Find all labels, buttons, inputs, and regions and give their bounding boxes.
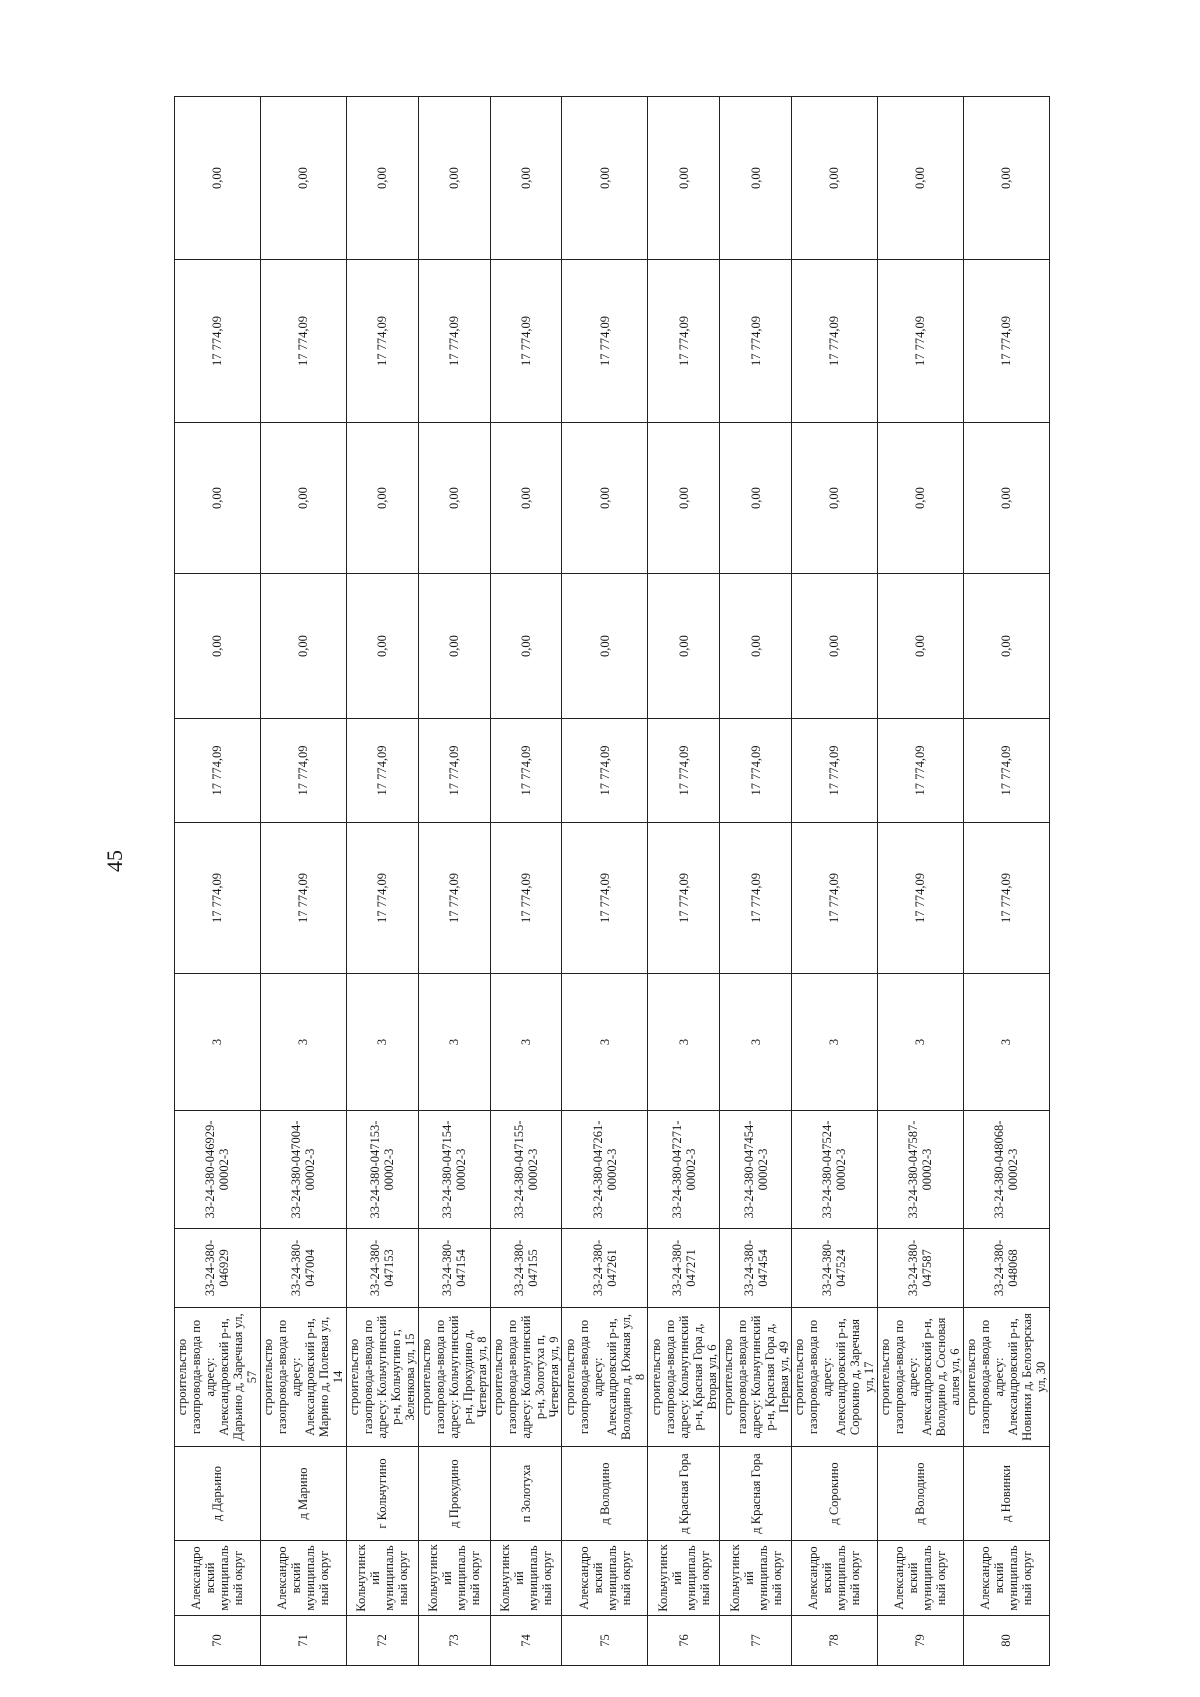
full-code-cell: 33-24-380-047271-00002-3	[648, 1111, 720, 1229]
locality-cell: г Кольчугино	[346, 1447, 418, 1541]
value-3-cell: 0,00	[418, 574, 490, 719]
locality-cell: д Дарьино	[175, 1447, 261, 1541]
table-row	[346, 97, 418, 1666]
value-4-cell: 0,00	[490, 423, 562, 574]
value-3-cell: 0,00	[490, 574, 562, 719]
locality-cell: д Красная Гора	[720, 1447, 792, 1541]
value-4-cell: 0,00	[175, 423, 261, 574]
code-cell: 33-24-380-047261	[562, 1229, 648, 1308]
value-6-cell: 0,00	[418, 97, 490, 260]
table-row	[175, 97, 261, 1666]
row-number: 75	[562, 1616, 648, 1666]
code-cell: 33-24-380-047153	[346, 1229, 418, 1308]
value-2-cell: 17 774,09	[562, 719, 648, 823]
value-6-cell: 0,00	[963, 97, 1049, 260]
locality-cell: д Володино	[877, 1447, 963, 1541]
value-4-cell: 0,00	[562, 423, 648, 574]
row-number: 77	[720, 1616, 792, 1666]
table-row	[490, 97, 562, 1666]
value-1-cell: 17 774,09	[418, 823, 490, 974]
row-number: 78	[791, 1616, 877, 1666]
table-row	[260, 97, 346, 1666]
locality-cell: д Прокудино	[418, 1447, 490, 1541]
type-cell: 3	[562, 974, 648, 1111]
value-5-cell: 17 774,09	[648, 260, 720, 423]
row-number: 73	[418, 1616, 490, 1666]
value-1-cell: 17 774,09	[260, 823, 346, 974]
type-cell: 3	[720, 974, 792, 1111]
value-5-cell: 17 774,09	[791, 260, 877, 423]
value-6-cell: 0,00	[648, 97, 720, 260]
value-3-cell: 0,00	[877, 574, 963, 719]
description-cell: строительство газопровода-ввода по адресу: Александровский р-н, Дарьино д, Заречная ул, 57	[175, 1308, 261, 1447]
value-2-cell: 17 774,09	[877, 719, 963, 823]
value-3-cell: 0,00	[791, 574, 877, 719]
locality-cell: д Новинки	[963, 1447, 1049, 1541]
value-1-cell: 17 774,09	[175, 823, 261, 974]
locality-cell: д Марино	[260, 1447, 346, 1541]
value-6-cell: 0,00	[175, 97, 261, 260]
table-row	[963, 97, 1049, 1666]
type-cell: 3	[490, 974, 562, 1111]
value-6-cell: 0,00	[562, 97, 648, 260]
value-1-cell: 17 774,09	[490, 823, 562, 974]
code-cell: 33-24-380-048068	[963, 1229, 1049, 1308]
value-1-cell: 17 774,09	[562, 823, 648, 974]
district-cell: Кольчугинский муниципальный округ	[418, 1541, 490, 1616]
value-1-cell: 17 774,09	[720, 823, 792, 974]
full-code-cell: 33-24-380-047155-00002-3	[490, 1111, 562, 1229]
value-1-cell: 17 774,09	[877, 823, 963, 974]
description-cell: строительство газопровода-ввода по адресу: Кольчугинский р-н, Красная Гора д, Вторая ул, 6	[648, 1308, 720, 1447]
value-1-cell: 17 774,09	[346, 823, 418, 974]
row-number: 80	[963, 1616, 1049, 1666]
value-4-cell: 0,00	[791, 423, 877, 574]
description-cell: строительство газопровода-ввода по адресу: Кольчугинский р-н, Золотуха п, Четвертая ул, 9	[490, 1308, 562, 1447]
locality-cell: д Красная Гора	[648, 1447, 720, 1541]
full-code-cell: 33-24-380-047524-00002-3	[791, 1111, 877, 1229]
table-row	[418, 97, 490, 1666]
table-row	[648, 97, 720, 1666]
value-1-cell: 17 774,09	[648, 823, 720, 974]
value-3-cell: 0,00	[963, 574, 1049, 719]
value-5-cell: 17 774,09	[346, 260, 418, 423]
type-cell: 3	[791, 974, 877, 1111]
value-6-cell: 0,00	[490, 97, 562, 260]
code-cell: 33-24-380-047004	[260, 1229, 346, 1308]
table-row	[562, 97, 648, 1666]
value-3-cell: 0,00	[260, 574, 346, 719]
description-cell: строительство газопровода-ввода по адресу: Александровский р-н, Сорокино д, Заречная ул, 17	[791, 1308, 877, 1447]
type-cell: 3	[260, 974, 346, 1111]
value-4-cell: 0,00	[963, 423, 1049, 574]
full-code-cell: 33-24-380-047154-00002-3	[418, 1111, 490, 1229]
description-cell: строительство газопровода-ввода по адресу: Александровский р-н, Володино д, Сосновая аллея ул, 6	[877, 1308, 963, 1447]
value-5-cell: 17 774,09	[720, 260, 792, 423]
table-row	[791, 97, 877, 1666]
full-code-cell: 33-24-380-047454-00002-3	[720, 1111, 792, 1229]
row-number: 72	[346, 1616, 418, 1666]
district-cell: Александровский муниципальный округ	[877, 1541, 963, 1616]
value-4-cell: 0,00	[648, 423, 720, 574]
value-3-cell: 0,00	[562, 574, 648, 719]
value-2-cell: 17 774,09	[648, 719, 720, 823]
value-6-cell: 0,00	[260, 97, 346, 260]
value-2-cell: 17 774,09	[720, 719, 792, 823]
value-2-cell: 17 774,09	[175, 719, 261, 823]
description-cell: строительство газопровода-ввода по адресу: Кольчугинский р-н, Кольчугино г, Зеленкова ул, 15	[346, 1308, 418, 1447]
code-cell: 33-24-380-047587	[877, 1229, 963, 1308]
code-cell: 33-24-380-047271	[648, 1229, 720, 1308]
type-cell: 3	[877, 974, 963, 1111]
code-cell: 33-24-380-046929	[175, 1229, 261, 1308]
value-4-cell: 0,00	[877, 423, 963, 574]
value-5-cell: 17 774,09	[175, 260, 261, 423]
description-cell: строительство газопровода-ввода по адресу: Александровский р-н, Новинки д, Белозерская ул, 30	[963, 1308, 1049, 1447]
district-cell: Александровский муниципальный округ	[791, 1541, 877, 1616]
value-5-cell: 17 774,09	[260, 260, 346, 423]
row-number: 70	[175, 1616, 261, 1666]
value-2-cell: 17 774,09	[490, 719, 562, 823]
value-4-cell: 0,00	[260, 423, 346, 574]
district-cell: Кольчугинский муниципальный округ	[648, 1541, 720, 1616]
type-cell: 3	[175, 974, 261, 1111]
code-cell: 33-24-380-047154	[418, 1229, 490, 1308]
full-code-cell: 33-24-380-047153-00002-3	[346, 1111, 418, 1229]
table-row	[720, 97, 792, 1666]
full-code-cell: 33-24-380-047004-00002-3	[260, 1111, 346, 1229]
value-3-cell: 0,00	[720, 574, 792, 719]
value-1-cell: 17 774,09	[791, 823, 877, 974]
table-row	[877, 97, 963, 1666]
full-code-cell: 33-24-380-047587-00002-3	[877, 1111, 963, 1229]
table-body	[175, 97, 1050, 1666]
value-4-cell: 0,00	[346, 423, 418, 574]
row-number: 76	[648, 1616, 720, 1666]
value-2-cell: 17 774,09	[963, 719, 1049, 823]
row-number: 74	[490, 1616, 562, 1666]
code-cell: 33-24-380-047454	[720, 1229, 792, 1308]
type-cell: 3	[648, 974, 720, 1111]
description-cell: строительство газопровода-ввода по адресу: Кольчугинский р-н, Прокудино д, Четвертая ул, 8	[418, 1308, 490, 1447]
data-table	[174, 96, 1050, 1666]
locality-cell: д Сорокино	[791, 1447, 877, 1541]
district-cell: Александровский муниципальный округ	[175, 1541, 261, 1616]
value-3-cell: 0,00	[175, 574, 261, 719]
row-number: 79	[877, 1616, 963, 1666]
full-code-cell: 33-24-380-048068-00002-3	[963, 1111, 1049, 1229]
district-cell: Кольчугинский муниципальный округ	[720, 1541, 792, 1616]
description-cell: строительство газопровода-ввода по адресу: Александровский р-н, Володино д, Южная ул, 8	[562, 1308, 648, 1447]
district-cell: Александровский муниципальный округ	[963, 1541, 1049, 1616]
value-5-cell: 17 774,09	[490, 260, 562, 423]
value-4-cell: 0,00	[720, 423, 792, 574]
value-5-cell: 17 774,09	[418, 260, 490, 423]
value-6-cell: 0,00	[877, 97, 963, 260]
value-5-cell: 17 774,09	[562, 260, 648, 423]
value-2-cell: 17 774,09	[791, 719, 877, 823]
code-cell: 33-24-380-047155	[490, 1229, 562, 1308]
value-5-cell: 17 774,09	[963, 260, 1049, 423]
value-6-cell: 0,00	[720, 97, 792, 260]
row-number: 71	[260, 1616, 346, 1666]
value-4-cell: 0,00	[418, 423, 490, 574]
full-code-cell: 33-24-380-047261-00002-3	[562, 1111, 648, 1229]
value-2-cell: 17 774,09	[418, 719, 490, 823]
district-cell: Кольчугинский муниципальный округ	[490, 1541, 562, 1616]
value-5-cell: 17 774,09	[877, 260, 963, 423]
value-1-cell: 17 774,09	[963, 823, 1049, 974]
value-6-cell: 0,00	[346, 97, 418, 260]
district-cell: Александровский муниципальный округ	[562, 1541, 648, 1616]
full-code-cell: 33-24-380-046929-00002-3	[175, 1111, 261, 1229]
description-cell: строительство газопровода-ввода по адресу: Кольчугинский р-н, Красная Гора д, Первая ул, 49	[720, 1308, 792, 1447]
type-cell: 3	[418, 974, 490, 1111]
value-3-cell: 0,00	[648, 574, 720, 719]
value-2-cell: 17 774,09	[346, 719, 418, 823]
description-cell: строительство газопровода-ввода по адресу: Александровский р-н, Марино д, Полевая ул, 14	[260, 1308, 346, 1447]
type-cell: 3	[346, 974, 418, 1111]
district-cell: Кольчугинский муниципальный округ	[346, 1541, 418, 1616]
locality-cell: п Золотуха	[490, 1447, 562, 1541]
locality-cell: д Володино	[562, 1447, 648, 1541]
value-6-cell: 0,00	[791, 97, 877, 260]
page-number: 45	[102, 850, 127, 872]
rotated-table-container	[174, 97, 1050, 1666]
district-cell: Александровский муниципальный округ	[260, 1541, 346, 1616]
value-3-cell: 0,00	[346, 574, 418, 719]
type-cell: 3	[963, 974, 1049, 1111]
value-2-cell: 17 774,09	[260, 719, 346, 823]
code-cell: 33-24-380-047524	[791, 1229, 877, 1308]
